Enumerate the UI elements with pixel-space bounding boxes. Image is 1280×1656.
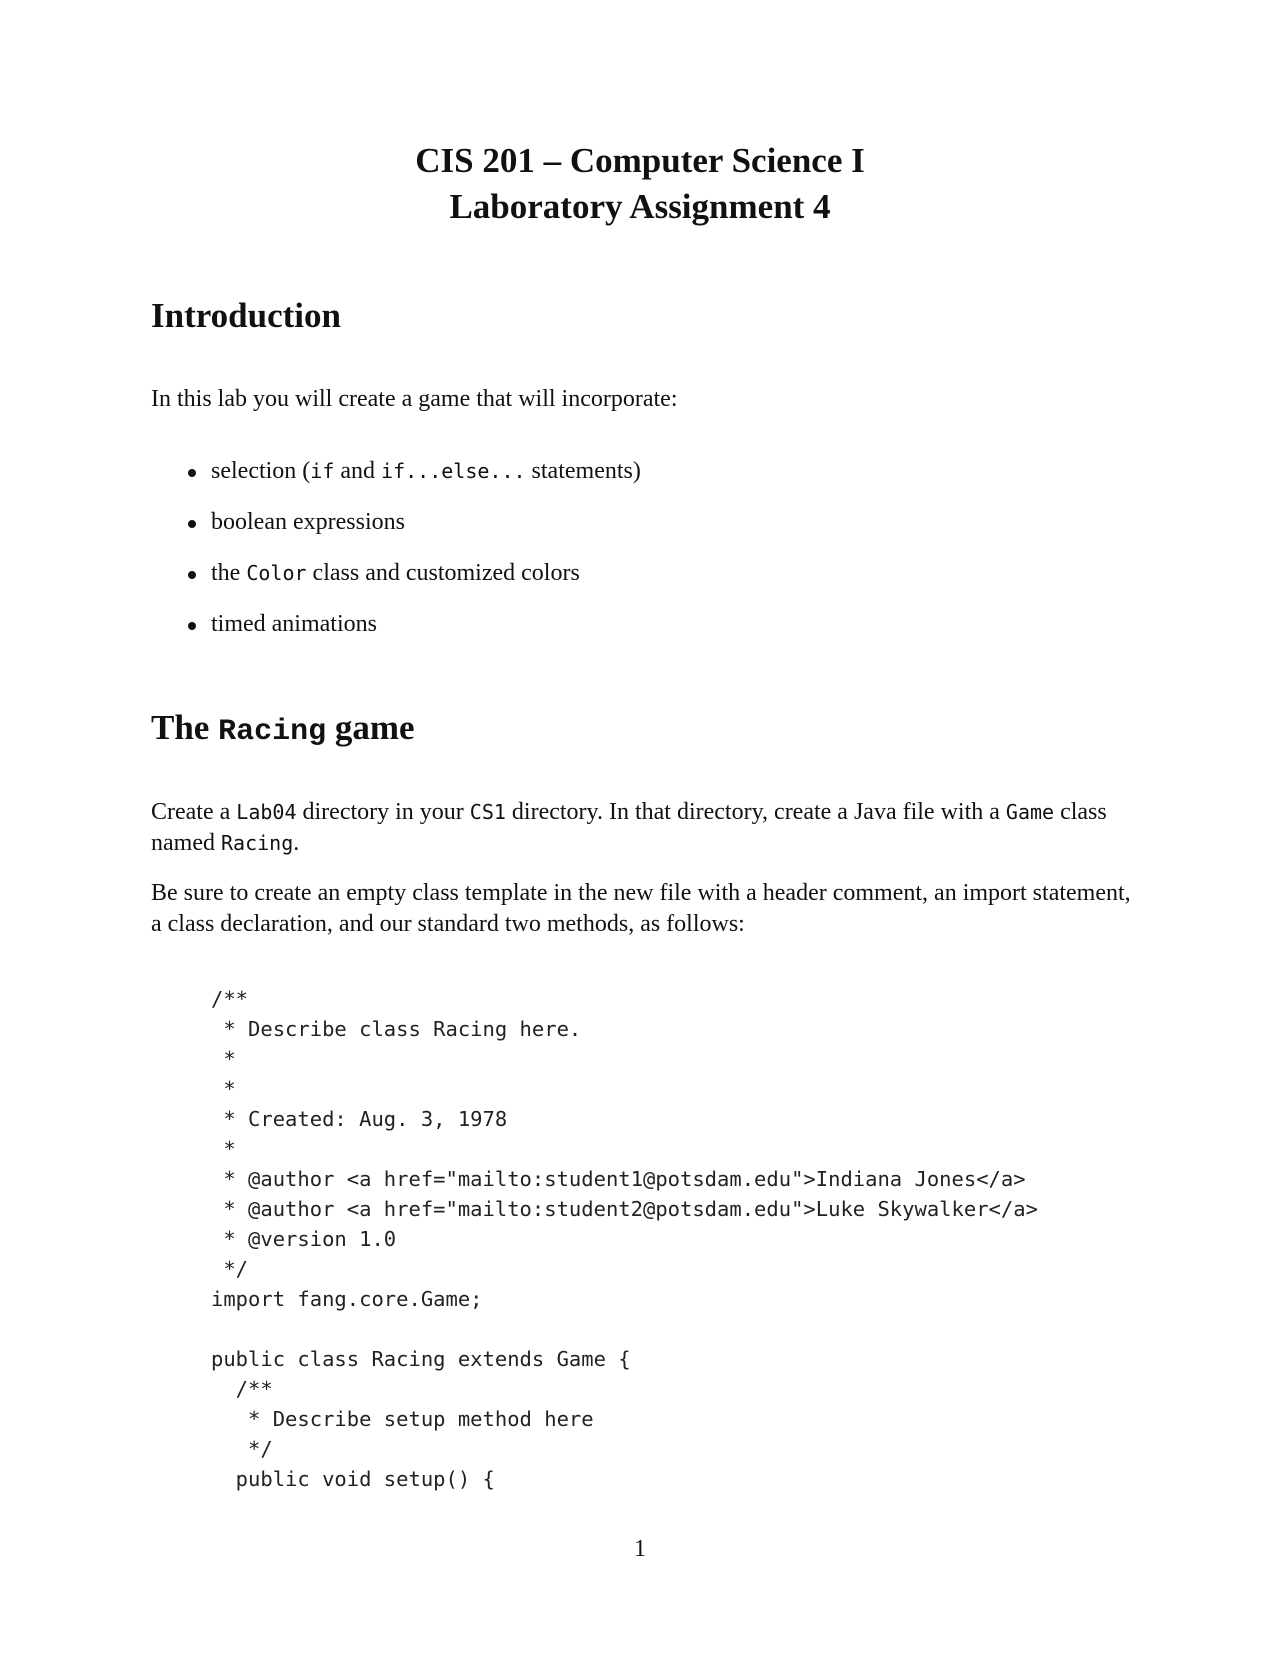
bullet-text: boolean expressions xyxy=(211,509,405,535)
list-item xyxy=(188,558,641,609)
heading-text: The xyxy=(151,708,219,747)
create-directory-paragraph xyxy=(151,797,1131,859)
heading-introduction: Introduction xyxy=(151,296,341,335)
page-number: 1 xyxy=(634,1536,646,1562)
bullet-icon xyxy=(188,571,196,579)
topics-list xyxy=(188,456,641,660)
bullet-icon xyxy=(188,622,196,630)
code-if: if xyxy=(310,459,335,483)
code-color: Color xyxy=(246,561,307,585)
title-course: CIS 201 – Computer Science I xyxy=(415,141,865,180)
list-item xyxy=(188,507,641,558)
template-instructions-paragraph: Be sure to create an empty class template in the new file with a header comment, an import statement, a class declaration, and our standard two methods, as follows: xyxy=(151,880,1131,937)
heading-code-racing: Racing xyxy=(218,715,327,749)
para-text: . xyxy=(293,830,300,856)
para-text: class named xyxy=(151,799,1107,856)
bullet-text: selection ( xyxy=(211,458,311,484)
heading-racing-game xyxy=(151,708,415,752)
code-game: Game xyxy=(1005,800,1055,824)
intro-paragraph: In this lab you will create a game that will incorporate: xyxy=(151,386,678,412)
bullet-text: class and customized colors xyxy=(306,560,580,586)
bullet-text: the xyxy=(211,560,247,586)
code-cs1: CS1 xyxy=(469,800,506,824)
bullet-icon xyxy=(188,520,196,528)
code-racing: Racing xyxy=(220,831,294,855)
bullet-icon xyxy=(188,469,196,477)
list-item xyxy=(188,456,641,507)
para-text: directory. In that directory, create a Java file with a xyxy=(505,799,1006,825)
title-assignment: Laboratory Assignment 4 xyxy=(449,187,831,226)
para-text: directory in your xyxy=(296,799,470,825)
heading-text: game xyxy=(326,708,415,747)
code-listing: /** * Describe class Racing here. * * * Created: Aug. 3, 1978 * * @author <a href="mailto:student1@potsdam.edu">Indiana Jones</a> * @author <a href="mailto:student2@potsdam.edu">Luke Skywalker</a> * @version 1.0 */ import fang.core.Game; public class Racing extends Game { /** * Describe setup method here */ public void setup() { xyxy=(211,987,1038,1491)
document-title xyxy=(0,138,1280,230)
code-lab04: Lab04 xyxy=(236,800,297,824)
bullet-text: statements) xyxy=(525,458,641,484)
code-if-else: if...else... xyxy=(381,459,526,483)
para-text: Create a xyxy=(151,799,237,825)
bullet-text: and xyxy=(334,458,382,484)
list-item xyxy=(188,609,641,660)
bullet-text: timed animations xyxy=(211,611,377,637)
